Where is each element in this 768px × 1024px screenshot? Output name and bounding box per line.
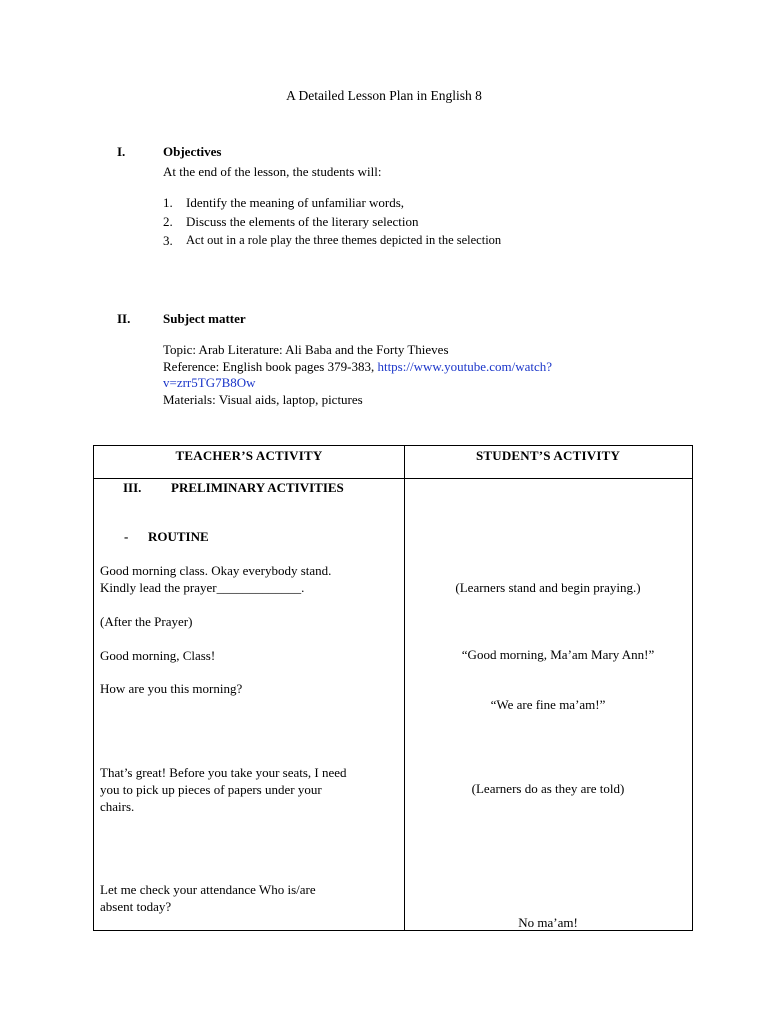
section-title: PRELIMINARY ACTIVITIES: [171, 480, 344, 495]
student-response: (Learners do as they are told): [471, 781, 625, 796]
teacher-line: Good morning class. Okay everybody stand.: [100, 563, 332, 578]
objectives-heading: Objectives: [163, 144, 222, 159]
teacher-line: How are you this morning?: [100, 681, 243, 696]
objective-item: Discuss the elements of the literary selection: [186, 214, 419, 229]
objective-number: 3.: [163, 233, 173, 248]
header-teacher-activity: TEACHER’S ACTIVITY: [175, 448, 323, 463]
reference-link-continued[interactable]: v=zrr5TG7B8Ow: [163, 375, 256, 390]
document-title: A Detailed Lesson Plan in English 8: [286, 88, 482, 103]
subject-heading: Subject matter: [163, 311, 246, 326]
objective-item: Act out in a role play the three themes depicted in the selection: [186, 233, 502, 247]
objective-number: 1.: [163, 195, 173, 210]
objective-number: 2.: [163, 214, 173, 229]
routine-title: ROUTINE: [148, 529, 209, 544]
teacher-line: chairs.: [100, 799, 135, 814]
teacher-line: (After the Prayer): [100, 614, 193, 629]
subject-materials: Materials: Visual aids, laptop, pictures: [163, 392, 363, 407]
subject-reference: [163, 359, 552, 375]
header-divider: [94, 478, 692, 479]
header-student-activity: STUDENT’S ACTIVITY: [475, 448, 621, 463]
objectives-intro: At the end of the lesson, the students will:: [163, 164, 382, 179]
student-response: “We are fine ma’am!”: [490, 697, 606, 712]
teacher-line: Let me check your attendance Who is/are: [100, 882, 316, 897]
student-response: (Learners stand and begin praying.): [455, 580, 641, 595]
routine-dash: -: [124, 529, 129, 544]
teacher-line: Kindly lead the prayer_____________.: [100, 580, 305, 595]
subject-numeral: II.: [117, 311, 131, 326]
teacher-line: absent today?: [100, 899, 172, 914]
objective-item: Identify the meaning of unfamiliar words,: [186, 195, 405, 210]
section-numeral: III.: [123, 480, 142, 495]
objectives-numeral: I.: [117, 144, 126, 159]
reference-link[interactable]: https://www.youtube.com/watch?: [377, 359, 553, 374]
reference-text: Reference: English book pages 379-383,: [163, 359, 378, 374]
student-response: “Good morning, Ma’am Mary Ann!”: [461, 647, 655, 662]
teacher-line: That’s great! Before you take your seats, I need: [100, 765, 347, 780]
activity-table: [93, 445, 693, 931]
subject-topic: Topic: Arab Literature: Ali Baba and the Forty Thieves: [163, 342, 449, 357]
student-response: No ma’am!: [518, 915, 578, 930]
teacher-line: Good morning, Class!: [100, 648, 216, 663]
column-divider: [404, 446, 405, 930]
teacher-line: you to pick up pieces of papers under your: [100, 782, 322, 797]
